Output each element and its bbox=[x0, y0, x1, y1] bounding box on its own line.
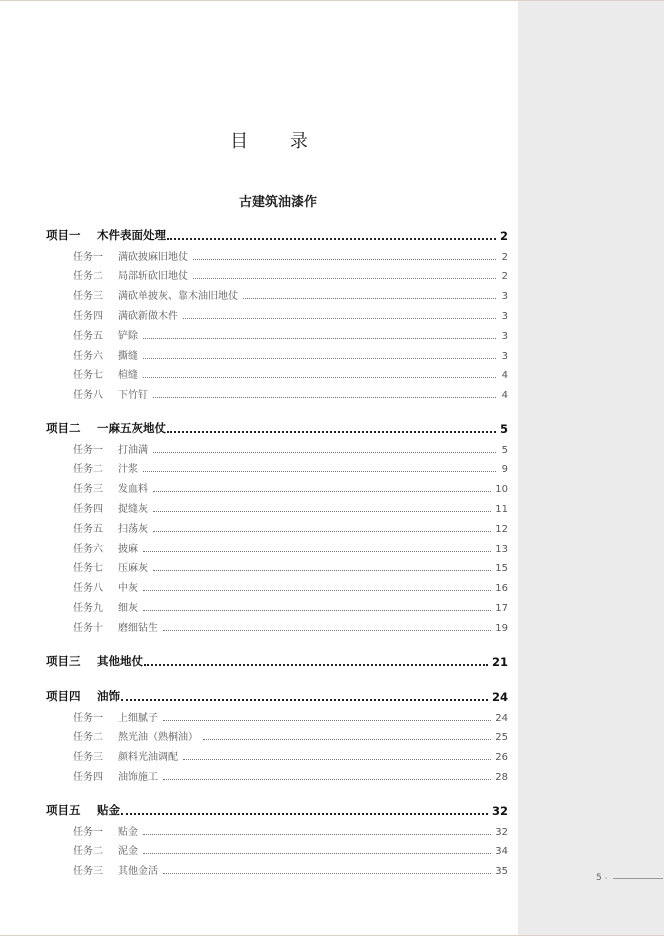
task-number: 任务八 bbox=[73, 390, 103, 402]
task-page: 4 bbox=[501, 390, 508, 402]
toc-task-row[interactable] bbox=[46, 247, 508, 263]
project-page: 5 bbox=[499, 422, 508, 436]
task-page: 15 bbox=[495, 563, 508, 575]
task-page: 35 bbox=[495, 866, 508, 878]
task-page: 32 bbox=[495, 826, 508, 838]
task-name: 撕缝 bbox=[118, 350, 138, 362]
dot-leader bbox=[167, 430, 496, 433]
top-edge-line bbox=[0, 0, 664, 1]
toc-task-row[interactable] bbox=[46, 618, 508, 634]
task-page: 19 bbox=[495, 622, 508, 634]
toc-task-row[interactable] bbox=[46, 326, 508, 342]
task-number: 任务九 bbox=[73, 602, 103, 614]
project-page: 21 bbox=[491, 655, 508, 669]
task-number: 任务二 bbox=[73, 846, 103, 858]
task-number: 任务三 bbox=[73, 484, 103, 496]
toc-project-row[interactable] bbox=[46, 688, 508, 704]
task-name: 下竹钉 bbox=[118, 390, 148, 402]
task-name: 铲除 bbox=[118, 330, 138, 342]
dot-leader bbox=[163, 778, 491, 780]
project-name: 贴金 bbox=[97, 803, 120, 817]
project-number: 项目三 bbox=[46, 654, 81, 668]
task-page: 12 bbox=[495, 523, 508, 535]
task-number: 任务六 bbox=[73, 543, 103, 555]
task-page: 2 bbox=[501, 251, 508, 263]
task-number: 任务一 bbox=[73, 444, 103, 456]
project-page: 24 bbox=[491, 690, 508, 704]
task-name: 上细腻子 bbox=[118, 712, 158, 724]
toc-task-row[interactable] bbox=[46, 479, 508, 495]
task-number: 任务三 bbox=[73, 291, 103, 303]
toc-task-row[interactable] bbox=[46, 539, 508, 555]
toc-task-row[interactable] bbox=[46, 841, 508, 857]
task-name: 汁浆 bbox=[118, 464, 138, 476]
toc-task-row[interactable] bbox=[46, 499, 508, 515]
dot-leader bbox=[153, 451, 496, 453]
task-page: 4 bbox=[501, 370, 508, 382]
task-number: 任务三 bbox=[73, 866, 103, 878]
toc-task-row[interactable] bbox=[46, 440, 508, 456]
toc-project-row[interactable] bbox=[46, 420, 508, 436]
project-page: 2 bbox=[499, 229, 508, 243]
dot-leader bbox=[143, 337, 496, 339]
toc-task-row[interactable] bbox=[46, 598, 508, 614]
dot-leader bbox=[143, 852, 491, 854]
dot-leader bbox=[143, 833, 491, 835]
task-name: 颜料光油调配 bbox=[118, 752, 178, 764]
task-name: 捉缝灰 bbox=[118, 503, 148, 515]
toc-task-row[interactable] bbox=[46, 306, 508, 322]
dot-leader bbox=[163, 629, 491, 631]
task-page: 17 bbox=[495, 602, 508, 614]
task-number: 任务十 bbox=[73, 622, 103, 634]
toc-task-row[interactable] bbox=[46, 385, 508, 401]
project-name: 一麻五灰地仗 bbox=[97, 421, 166, 435]
toc-task-row[interactable] bbox=[46, 822, 508, 838]
project-number: 项目四 bbox=[46, 689, 81, 703]
task-page: 34 bbox=[495, 846, 508, 858]
task-page: 3 bbox=[501, 310, 508, 322]
toc-task-row[interactable] bbox=[46, 266, 508, 282]
toc-task-row[interactable] bbox=[46, 286, 508, 302]
dot-leader bbox=[153, 530, 491, 532]
toc-task-row[interactable] bbox=[46, 558, 508, 574]
toc-task-row[interactable] bbox=[46, 365, 508, 381]
task-name: 磨细钻生 bbox=[118, 622, 158, 634]
task-name: 其他金活 bbox=[118, 866, 158, 878]
task-name: 扫荡灰 bbox=[118, 523, 148, 535]
task-name: 泥金 bbox=[118, 846, 138, 858]
toc-task-row[interactable] bbox=[46, 578, 508, 594]
task-page: 3 bbox=[501, 330, 508, 342]
dot-leader bbox=[167, 237, 496, 240]
task-page: 26 bbox=[495, 752, 508, 764]
task-name: 发血料 bbox=[118, 484, 148, 496]
task-name: 楦缝 bbox=[118, 370, 138, 382]
task-page: 28 bbox=[495, 771, 508, 783]
dot-leader bbox=[163, 872, 491, 874]
task-number: 任务四 bbox=[73, 771, 103, 783]
task-page: 24 bbox=[495, 712, 508, 724]
task-number: 任务七 bbox=[73, 563, 103, 575]
task-name: 打油满 bbox=[118, 444, 148, 456]
task-number: 任务四 bbox=[73, 310, 103, 322]
task-number: 任务四 bbox=[73, 503, 103, 515]
dot-leader bbox=[143, 376, 496, 378]
task-name: 细灰 bbox=[118, 602, 138, 614]
task-number: 任务五 bbox=[73, 523, 103, 535]
task-number: 任务七 bbox=[73, 370, 103, 382]
task-number: 任务一 bbox=[73, 712, 103, 724]
toc-task-row[interactable] bbox=[46, 861, 508, 877]
project-name: 其他地仗 bbox=[97, 654, 143, 668]
dot-leader bbox=[143, 550, 491, 552]
task-number: 任务二 bbox=[73, 271, 103, 283]
folio-rule bbox=[613, 878, 663, 879]
task-name: 压麻灰 bbox=[118, 563, 148, 575]
task-name: 贴金 bbox=[118, 826, 138, 838]
task-name: 熬光油（熟桐油） bbox=[118, 732, 198, 744]
dot-leader bbox=[203, 738, 491, 740]
task-page: 3 bbox=[501, 350, 508, 362]
folio-dot: · bbox=[604, 873, 608, 883]
dot-leader bbox=[121, 698, 488, 701]
project-name: 油饰 bbox=[97, 689, 120, 703]
task-name: 中灰 bbox=[118, 583, 138, 595]
toc-project-row[interactable] bbox=[46, 802, 508, 818]
dot-leader bbox=[121, 812, 488, 815]
project-number: 项目一 bbox=[46, 228, 81, 242]
dot-leader bbox=[143, 357, 496, 359]
task-number: 任务二 bbox=[73, 464, 103, 476]
toc-task-row[interactable] bbox=[46, 459, 508, 475]
page-number bbox=[596, 873, 663, 883]
task-name: 局部斩砍旧地仗 bbox=[118, 271, 188, 283]
toc-task-row[interactable] bbox=[46, 747, 508, 763]
task-page: 9 bbox=[501, 464, 508, 476]
task-name: 披麻 bbox=[118, 543, 138, 555]
task-name: 满砍披麻旧地仗 bbox=[118, 251, 188, 263]
dot-leader bbox=[153, 569, 491, 571]
dot-leader bbox=[143, 609, 491, 611]
dot-leader bbox=[193, 277, 496, 279]
task-name: 油饰施工 bbox=[118, 771, 158, 783]
task-page: 10 bbox=[495, 484, 508, 496]
toc-task-row[interactable] bbox=[46, 708, 508, 724]
dot-leader bbox=[153, 510, 491, 512]
task-number: 任务五 bbox=[73, 330, 103, 342]
dot-leader bbox=[183, 317, 496, 319]
toc-task-row[interactable] bbox=[46, 727, 508, 743]
task-page: 25 bbox=[495, 732, 508, 744]
project-number: 项目二 bbox=[46, 421, 81, 435]
toc-project-row[interactable] bbox=[46, 653, 508, 669]
task-number: 任务三 bbox=[73, 752, 103, 764]
dot-leader bbox=[153, 490, 491, 492]
project-page: 32 bbox=[491, 804, 508, 818]
task-number: 任务一 bbox=[73, 251, 103, 263]
dot-leader bbox=[153, 396, 496, 398]
dot-leader bbox=[193, 258, 496, 260]
task-page: 13 bbox=[495, 543, 508, 555]
book-subtitle: 古建筑油漆作 bbox=[238, 195, 317, 210]
task-name: 满砍单披灰、靠木油旧地仗 bbox=[118, 291, 238, 303]
project-number: 项目五 bbox=[46, 803, 81, 817]
toc-task-row[interactable] bbox=[46, 519, 508, 535]
task-page: 5 bbox=[501, 444, 508, 456]
task-number: 任务八 bbox=[73, 583, 103, 595]
task-number: 任务一 bbox=[73, 826, 103, 838]
dot-leader bbox=[243, 297, 496, 299]
page-number-text: 5 bbox=[596, 873, 602, 883]
dot-leader bbox=[143, 470, 496, 472]
dot-leader bbox=[163, 719, 491, 721]
task-page: 2 bbox=[501, 271, 508, 283]
task-page: 16 bbox=[495, 583, 508, 595]
page-title: 目 录 bbox=[230, 131, 326, 152]
task-number: 任务六 bbox=[73, 350, 103, 362]
dot-leader bbox=[183, 758, 491, 760]
toc-project-row[interactable] bbox=[46, 227, 508, 243]
task-page: 3 bbox=[501, 291, 508, 303]
project-name: 木件表面处理 bbox=[97, 228, 166, 242]
toc-task-row[interactable] bbox=[46, 346, 508, 362]
task-name: 满砍新做木件 bbox=[118, 310, 178, 322]
toc-task-row[interactable] bbox=[46, 767, 508, 783]
dot-leader bbox=[143, 589, 491, 591]
dot-leader bbox=[144, 663, 488, 666]
task-number: 任务二 bbox=[73, 732, 103, 744]
task-page: 11 bbox=[495, 503, 508, 515]
